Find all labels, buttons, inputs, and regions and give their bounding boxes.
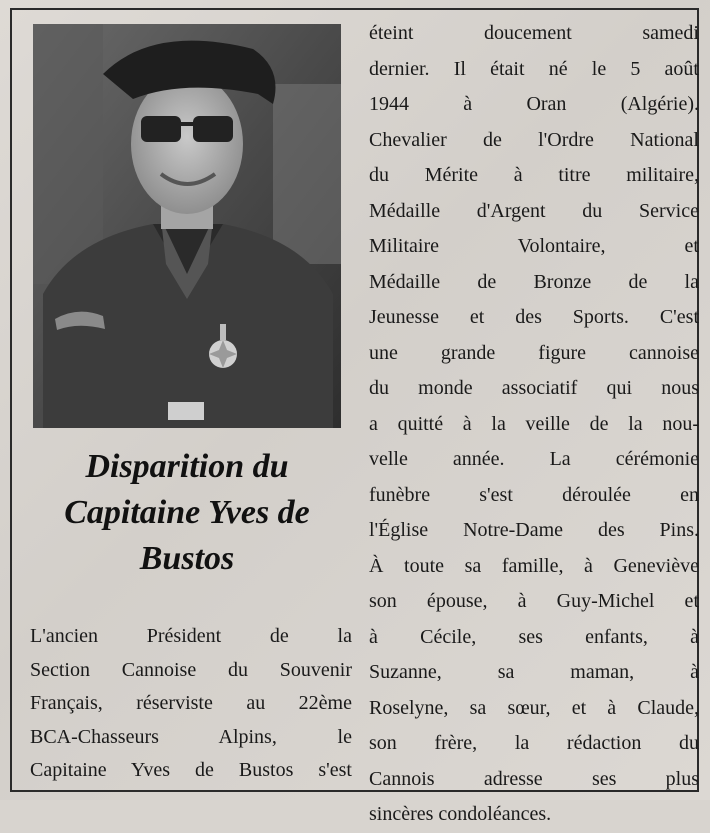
- text-line: 1944 à Oran (Algérie).: [369, 93, 699, 115]
- text-line: dernier. Il était né le 5 août: [369, 57, 699, 80]
- headline-line: Capitaine Yves de: [64, 494, 310, 531]
- text-line: Roselyne, sa sœur, et à Claude,: [369, 696, 699, 719]
- text-line: Suzanne, sa maman, à: [369, 661, 699, 683]
- text-line: BCA-Chasseurs Alpins, le: [30, 725, 352, 748]
- text-line: L'ancien Président de la: [30, 625, 352, 647]
- text-line: Section Cannoise du Souvenir: [30, 658, 352, 681]
- text-line: sincères condoléances.: [369, 803, 552, 825]
- text-line: son frère, la rédaction du: [369, 732, 699, 754]
- text-line: du Mérite à titre militaire,: [369, 164, 699, 186]
- portrait-photo: [33, 24, 341, 428]
- text-line: Cannois adresse ses plus: [369, 767, 699, 790]
- text-line: À toute sa famille, à Geneviève: [369, 554, 699, 577]
- text-line: à Cécile, ses enfants, à: [369, 625, 699, 648]
- article-body-left-column: [30, 620, 352, 788]
- article-body-right-column: [369, 16, 699, 833]
- article-headline: [24, 444, 350, 582]
- text-line: éteint doucement samedi: [369, 22, 699, 44]
- text-line: Capitaine Yves de Bustos s'est: [30, 759, 352, 781]
- headline-line: Bustos: [139, 540, 235, 577]
- text-line: Jeunesse et des Sports. C'est: [369, 306, 699, 328]
- text-line: velle année. La cérémonie: [369, 448, 699, 470]
- text-line: Médaille de Bronze de la: [369, 270, 699, 293]
- text-line: une grande figure cannoise: [369, 341, 699, 364]
- text-line: Français, réserviste au 22ème: [30, 692, 352, 714]
- text-line: Militaire Volontaire, et: [369, 235, 699, 257]
- text-line: du monde associatif qui nous: [369, 377, 699, 399]
- text-line: a quitté à la veille de la nou-: [369, 412, 699, 435]
- headline-line: Disparition du: [85, 448, 289, 485]
- text-line: Chevalier de l'Ordre National: [369, 128, 699, 151]
- text-line: son épouse, à Guy-Michel et: [369, 590, 699, 612]
- text-line: l'Église Notre-Dame des Pins.: [369, 519, 699, 541]
- text-line: Médaille d'Argent du Service: [369, 199, 699, 222]
- text-line: funèbre s'est déroulée en: [369, 483, 699, 506]
